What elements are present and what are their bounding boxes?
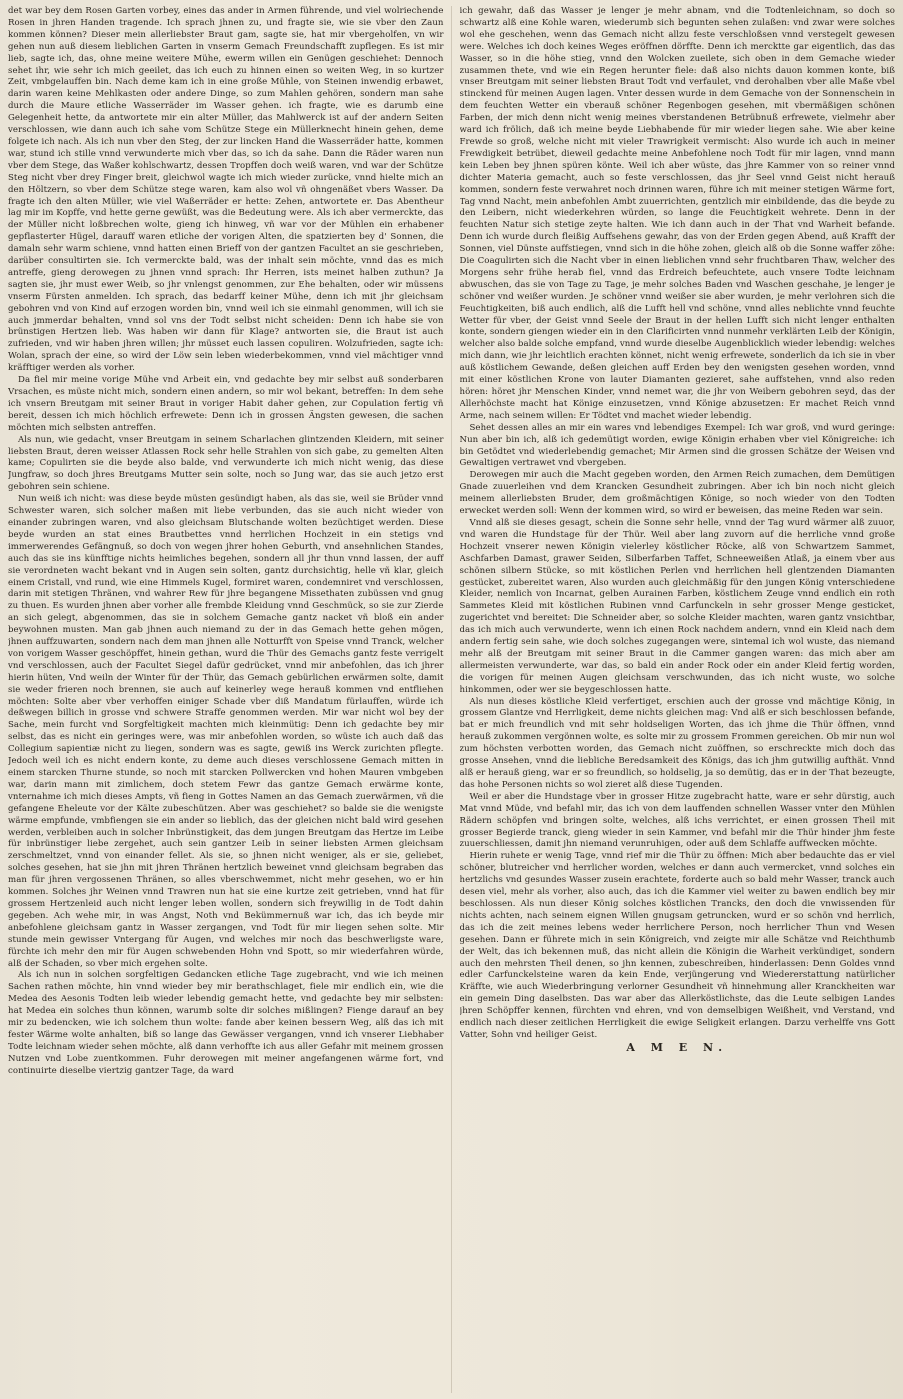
- right-column: [460, 6, 896, 1393]
- left-column: [8, 6, 444, 1393]
- paragraph: Da fiel mir meine vorige Mühe vnd Arbeit ein, vnd gedachte bey mir selbst auß sonderbaren Vrsachen, es müste nicht mich, sondern einen andern, so mir wol bekant, betreffen: In dem sehe ich vnsern Breutgam mit seiner Braut in voriger Habit daher gehen, zur Copulation fertig vñ bereit, dessen ich mich höchlich erfrewete: Denn ich in grossen Ängsten gewesen, die sachen möchten mich selbsten antreffen.: [8, 375, 444, 433]
- column-divider: [451, 6, 452, 1393]
- closing-amen: A M E N.: [626, 1040, 729, 1054]
- paragraph: Als nun dieses köstliche Kleid verfertiget, erschien auch der grosse vnd mächtige König, in grossem Glantze vnd Herrligkeit, deme nichts gleichen mag: Vnd alß er sich beschlossen befande, bat er mich freundlich vnd mit sehr holdseligen Worten, das ich jhme die Thür öffnen, vnnd herauß zukommen vergönnen wolte, es solte mir zu grossem Frommen gereichen. Ob mir nun wol zum höchsten verbotten worden, das Gemach nicht zuöffnen, so erschreckte mich doch das grosse Ansehen, vnnd die liebliche Beredsamkeit des Königs, das ich jhm gutwillig aufthät. Vnnd alß er herauß gieng, war er so freundlich, so holdselig, ja so demütig, das er in der That bezeugte, das hohe Personen nichts so wol zieret alß diese Tugenden.: [459, 696, 895, 790]
- paragraph: det war bey dem Rosen Garten vorbey, eines das ander in Armen führende, und viel wolriechende Rosen in jhren Handen tragende. Ich sprach jhnen zu, und fragte sie, wie sie vber den Zaun kommen können? Dieser mein allerliebster Braut gam, sagte sie, hat mir vbergeholfen, vn wir gehen nun auß diesem lieblichen Garten in vnserm Gemach Freundschafft zupflegen. Es ist mir lieb, sagte ich, das, ohne meine weitere Mühe, ewerm willen ein Genügen geschiehet: Dennoch sehet ihr, wie sehr ich mich geeilet, das ich euch zu hinnen einen so weiten Weg, in so kurtzer Zeit, vmbgelauffen bin. Nach deme kam ich in eine große Mühle, von Steinen inwendig erbawet, darin waren keine Mehlkasten oder andere Dinge, so zum Mahlen gehören, sondern man sahe durch die Maure etliche Wasserräder im Wasser gehen. ich fragte, wie es darumb eine Gelegenheit hette, da antwortete mir ein alter Müller, das Mahlwerck ist auf der andern Seiten verschlossen, wie dann auch ich sahe vom Schütze Stege ein Müllerknecht hinein gehen, deme folgete ich nach. Als ich nun vber den Steg, der zur lincken Hand die Wasserräder hatte, kommen war, stund ich stille vnnd verwunderte mich vber das, so ich da sahe. Dann die Räder waren nun vber dem Stege, das Waßer kohlschwartz, dessen Tropffen doch weiß waren, vnd war der Schütze Steg nicht vber drey Finger breit, gleichwol wagte ich mich wieder zurücke, vnnd hielte mich an den Höltzern, so vber dem Schütze stege waren, kam also wol vñ ohngenäßet vbers Wasser. Da fragte ich den alten Müller, wie viel Waßerräder er hette: Zehen, antwortete er. Das Abentheur lag mir im Kopffe, vnd hette gerne gewüßt, was die Bedeutung were. Als ich aber vermerckte, das der Müller nicht loßbrechen wolte, gieng ich hinweg, vñ war vor der Mühlen ein erhabener gepflasterter Hügel, darauff waren etliche der vorigen Alten, die spatzierten bey d' Sonnen, die damaln sehr warm schiene, vnnd hatten einen Brieff von der gantzen Facultet an sie geschrieben, darüber consultirten sie. Ich vermerckte bald, was der inhalt sein möchte, vnnd das es mich antreffe, gieng derowegen zu jhnen vnnd sprach: Ihr Herren, ists meinet halben zuthun? Ja sagten sie, jhr must ewer Weib, so jhr vnlengst genommen, zur Ehe behalten, oder wir müssens vnserm Fürsten anmelden. Ich sprach, das bedarff keiner Mühe, denn ich mit jhr gleichsam gebohren vnd von Kind auf erzogen worden bin, vnnd weil ich sie einmahl genommen, will ich sie auch jmmerdar behalten, vnnd sol vns der Todt selbst nicht scheiden: Denn ich habe sie von brünstigen Hertzen lieb. Was haben wir dann für Klage? antworten sie, die Braut ist auch zufrieden, vnd wir haben jhren willen; jhr müsset euch lassen copuliren. Wolzufrieden, sagte ich: Wolan, sprach der eine, so wird der Löw sein leben wiederbekommen, vnnd viel mächtiger vnnd kräfftiger werden als vorher.: [8, 6, 444, 374]
- paragraph: Als nun, wie gedacht, vnser Breutgam in seinem Scharlachen glintzenden Kleidern, mit seiner liebsten Braut, deren weisser Atlassen Rock sehr helle Strahlen von sich gabe, zu gemelten Alten kame; Copulirten sie die beyde also balde, vnd verwunderte ich mich nicht wenig, das diese Jungfraw, so doch jhres Breutgams Mutter sein solte, noch so Jung war, das sie auch jetzo erst gebohren sein schiene.: [8, 434, 444, 493]
- paragraph: ich gewahr, daß das Wasser je lenger je mehr abnam, vnd die Todtenleichnam, so doch so schwartz alß eine Kohle waren, wiederumb sich begunten sehen zulaßen: vnd zwar were solches wol ehe geschehen, wenn das Gemach nicht allzu feste verschloßsen vnnd verstegelt gewesen were. Welches ich doch keines Weges eröffnen dörffte. Denn ich mercktte gar eigentlich, das das Wasser, so in die höhe stieg, vnnd den Wolcken zueilete, sich oben in dem Gemache wieder zusammen thete, vnd wie ein Regen herunter fiele: daß also nichts dauon kommen konte, biß vnser Breutgam mit seiner liebsten Braut Todt vnd verfaulet, vnd derohalben vber alle Maße vbel stinckend für meinen Augen lagen. Vnter dessen wurde in dem Gemache von der Sonnenschein in dem feuchten Wetter ein vberauß schöner Regenbogen gesehen, mit vbermäßigen schönen Farben, der mich denn nicht wenig meines vberstandenen Betrübnuß erfrewete, vielmehr aber ward ich frölich, daß ich meine beyde Liebhabende für mir wieder liegen sahe. Wie aber keine Frewde so groß, welche nicht mit vieler Trawrigkeit vermischt: Also wurde ich auch in meiner Frewdigkeit betrübet, dieweil gedachte meine Anbefohlene noch Todt für mir lagen, vnnd mann kein Leben bey jhnen spüren könte. Weil ich aber wüste, das jhre Kammer von so reiner vnnd dichter Materia gemacht, auch so feste verschlossen, das jhr Seel vnnd Geist nicht herauß kommen, sondern feste verwahret noch drinnen waren, führe ich mit meiner stetigen Wärme fort, Tag vnnd Nacht, mein anbefohlen Ambt zuuerrichten, gentzlich mir einbildende, das die beyde zu den Leibern, nicht wiederkehren würden, so lange die Feuchtigkeit wehrete. Denn in der feuchten Natur sich stetige zeyte halten. Wie ich dann auch in der That vnd Warheit befande. Denn ich wurde durch fleißig Auffsehens gewahr, das von der Erden gegen Abend, auß Krafft der Sonnen, viel Dünste auffstiegen, vnnd sich in die höhe zohen, gleich alß ob die Sonne waffer zöhe: Die Coagulirten sich die Nacht vber in einen lieblichen vnnd sehr fruchtbaren Thaw, welcher des Morgens sehr frühe herab fiel, vnnd das Erdreich befeuchtete, auch vnsere Todte leichnam abwuschen, das sie von Tage zu Tage, je mehr solches Baden vnd Waschen geschahe, je lenger je schöner vnd weißer wurden. Je schöner vnnd weißer sie aber wurden, je mehr verlohren sich die Feuchtigkeiten, biß auch endlich, alß die Lufft hell vnd schöne, vnnd alles neblichte vnnd feuchte Wetter für vber, der Geist vnnd Seele der Braut in der hellen Lufft sich nicht lenger enthalten konte, sondern giengen wieder ein in den Clarificirten vnnd nunmehr verklärten Leib der Königin, welcher also balde solche empfand, vnnd wurde dieselbe Augenblicklich wieder lebendig: welches mich dann, wie jhr leichtlich erachten könnet, nicht wenig erfrewete, sonderlich da ich sie in vber auß köstlichem Gewande, deßen gleichen auff Erden bey den wenigsten gesehen worden, vnnd mit einer köstlichen Krone von lauter Diamanten gezieret, sahe auffstehen, vnnd also reden hören: höret jhr Menschen Kinder, vnnd nemet war, die jhr von Weibern gebohren seyd, das der Allerhöchste macht hat Könige einzusetzen, vnnd Könige abzusetzen: Er machet Reich vnnd Arme, nach seinem willen: Er Tödtet vnd machet wieder lebendig.: [459, 6, 895, 421]
- paragraph: Als ich nun in solchen sorgfeltigen Gedancken etliche Tage zugebracht, vnd wie ich meinen Sachen rathen möchte, hin vnnd wieder bey mir berathschlaget, fiele mir endlich ein, wie die Medea des Aesonis Todten leib wieder lebendig gemacht hette, vnd gedachte bey mir selbsten: hat Medea ein solches thun können, warumb solte dir solches mißlingen? Fienge darauf an bey mir zu bedencken, wie ich solchem thun wolte: fande aber keinen bessern Weg, alß das ich mit fester Wärme wolte anhalten, biß so lange das Gewässer vergangen, vnnd ich vnserer Liebhaber Todte leichnam wieder sehen möchte, alß dann verhoffte ich aus aller Gefahr mit meinem grossen Nutzen vnd Lobe zuentkommen. Fuhr derowegen mit meiner angefangenen wärme fort, vnd continuirte dieselbe viertzig gantzer Tage, da ward: [8, 970, 444, 1076]
- paragraph: Derowegen mir auch die Macht gegeben worden, den Armen Reich zumachen, dem Demütigen Gnade zuuerleihen vnd dem Krancken Gesundheit zubringen. Aber ich bin noch nicht gleich meinem allerliebsten Bruder, dem großmächtigen Könige, so noch wieder von den Todten erwecket werden soll: Wenn der kommen wird, so wird er beweisen, das meine Reden war sein.: [459, 470, 895, 517]
- paragraph: Hierin ruhete er wenig Tage, vnnd rief mir die Thür zu öffnen: Mich aber bedauchte das er viel schöner, blutreicher vnd herrlicher worden, welches er dann auch vermercket, vnnd solches ein hertzlichs vnd gesundes Wasser zusein erachtete, forderte auch so bald mehr Wasser, tranck auch desen viel, mehr als vorher, also auch, das ich die Kammer viel weiter zu bawen endlich bey mir beschlossen. Als nun dieser König solches köstlichen Trancks, den doch die vnwissenden für nichts achten, nach seinem eignen Willen gnugsam getruncken, wurd er so schön vnd herrlich, das ich die zeit meines lebens weder herrlichere Person, noch herrlicher Thun vnd Wesen gesehen. Dann er führete mich in sein Königreich, vnd zeigte mir alle Schätze vnd Reichthumb der Welt, das ich bekennen muß, das nicht allein die Königin die Warheit verkündiget, sondern auch den mehrsten Theil denen, so jhn kennen, zubeschreiben, hinderlassen: Denn Goldes vnnd edler Carfunckelsteine waren da kein Ende, verjüngerung vnd Wiedererstattung natürlicher Kräffte, wie auch Wiederbringung verlorner Gesundheit vñ hinnehmung aller Kranckheiten war ein gemein Ding daselbsten. Das war aber das Allerköstlichste, das die Leute selbigen Landes jhren Schöpffer kennen, fürchten vnd ehren, vnd von demselbigen Weißheit, vnd Verstand, vnd endlich nach dieser zeitlichen Herrligkeit die ewige Seligkeit erlangen. Darzu verhelffe vns Gott Vatter, Sohn vnd heiliger Geist.: [459, 851, 895, 1040]
- paragraph: Nun weiß ich nicht: was diese beyde müsten gesündigt haben, als das sie, weil sie Brüder vnnd Schwester waren, sich solcher maßen mit liebe verbunden, das sie auch nicht wieder von einander zubringen waren, vnd also gleichsam Blutschande wolten bezüchtiget werden. Diese beyde wurden an stat eines Brautbettes vnnd herrlichen Hochzeit in ein stetigs vnd immerwerendes Gefängnuß, so doch von wegen jhrer hohen Geburth, vnd ansehnlichen Standes, auch das sie ins künfftige nichts heimliches begehen, sondern all jhr thun vnnd lassen, der auff sie verordneten wacht bekant vnd in Augen sein solten, gantz durchsichtig, helle vñ klar, gleich einem Cristall, vnd rund, wie eine Himmels Kugel, formiret waren, condemniret vnd verschlossen, darin mit stetigen Thränen, vnd wahrer Rew für jhre begangene Missethaten zubüssen vnd gnug zu thuen. Es wurden jhnen aber vorher alle frembde Kleidung vnnd Geschmück, so sie zur Zierde an sich gelegt, abgenommen, das sie in solchem Gemache gantz nacket vñ bloß ein ander beywohnen musten. Man gab jhnen auch niemand zu der in das Gemach hette gehen mögen, jhnen auffzuwarten, sondern nach dem man jhnen alle Notturfft von Speise vnnd Tranck, welcher von vorigem Wasser geschöpffet, hinein gethan, wurd die Thür des Gemachs gantz feste verrigelt vnd verschlossen, auch der Facultet Siegel dafür gedrücket, vnnd mir anbefohlen, das ich jhrer hierin hüten, Vnd weiln der Winter für der Thür, das Gemach gebürlichen erwärmen solte, damit sie weder frieren noch brennen, sie auch auf keinerley wege herauß kommen vnd entfliehen möchten: Solte aber vber verhoffen einiger Schade vber diß Mandatum fürlauffen, würde ich deßwegen billich in grosse vnd schwere Straffe genommen werden. Mir war nicht wol bey der Sache, mein furcht vnd Sorgfeltigkeit machten mich kleinmütig: Denn ich gedachte bey mir selbst, das es nicht ein geringes were, was mir anbefohlen worden, so wüste ich auch daß das Collegium sapientiæ nicht zu liegen, sondern was es sagte, gewiß ins Werck zurichten pflegte. Jedoch weil ich es nicht endern konte, zu deme auch dieses verschlossene Gemach mitten in einem starcken Thurne stunde, so noch mit starcken Pollwercken vnd hohen Mauren vmbgeben war, darin mann mit zimlichem, doch stetem Fewr das gantze Gemach erwärme konte, vnternahme ich mich dieses Ampts, vñ fieng in Gottes Namen an das Gemach zuerwärmen, vñ die gefangene Eheleute vor der Kälte zubeschützen. Aber was geschiehet? so balde sie die wenigste wärme empfunde, vmbfiengen sie ein ander so lieblich, das der gleichen nicht bald wird gesehen werden, verbleiben auch in solcher Inbrünstigkeit, das dem jungen Breutgam das Hertze im Leibe für inbrünstiger liebe zergehet, auch sein gantzer Leib in seiner liebsten Armen gleichsam zerschmeltzet, vnnd von einander fellet. Als sie, so jhnen nicht weniger, als er sie, geliebet, solches gesehen, hat sie jhn mit jhren Thränen hertzlich beweinet vnnd gleichsam begraben das man für jhren vergossenen Thränen, so alles vberschwemmet, nicht mehr gesehen, wo er hin kommen. Solches jhr Weinen vnnd Trawren nun hat sie eine kurtze zeit getrieben, vnnd hat für grossem Hertzenleid auch nicht lenger leben wollen, sondern sich freywillig in de Todt dahin gegeben. Ach wehe mir, in was Angst, Noth vnd Bekümmernuß war ich, das ich beyde mir anbefohlene gleichsam gantz in Wasser zergangen, vnd Todt für mir liegen sehen solte. Mir stunde mein gewisser Vntergang für Augen, vnd welches mir noch das beschwerligste ware, fürchte ich mehr den mir für Augen schwebenden Hohn vnd Spott, so mir wiederfahren würde, alß der Schaden, so vber mich ergehen solte.: [8, 494, 444, 969]
- paragraph: Vnnd alß sie dieses gesagt, schein die Sonne sehr helle, vnnd der Tag wurd wärmer alß zuuor, vnd waren die Hundstage für der Thür. Weil aber lang zuvorn auf die herrliche vnnd große Hochzeit vnserer newen Königin vielerley köstlicher Röcke, alß von Schwartzem Sammet, Aschfarben Damast, grawer Seiden, Silberfarben Taffet, Schneeweißen Atlaß, ja einem vber aus schönen silbern Stücke, so mit köstlichen Perlen vnd herrlichen hell glentzenden Diamanten gestücket, zubereitet waren, Also wurden auch gleichmäßig für den jungen König vnterschiedene Kleider, nemlich von Incarnat, gelben Aurainen Farben, köstlichem Zeuge vnnd endlich ein roth Sammetes Kleid mit köstlichen Rubinen vnnd Carfunckeln in sehr grosser Menge gesticket, zugerichtet vnd bereitet: Die Schneider aber, so solche Kleider machten, waren gantz vnsichtbar, das ich mich auch verwunderte, wenn ich einen Rock nachdem andern, vnnd ein Kleid nach dem andern fertig sein sahe, wie doch solches zugegangen were, sintemal ich wol wuste, das niemand mehr alß der Breutgam mit seiner Braut in die Cammer gangen waren: das mich aber am allermeisten verwunderte, war das, so bald ein ander Rock oder ein ander Kleid fertig worden, die vorigen für meinen Augen gleichsam verschwunden, das ich nicht wuste, wo solche hinkommen, oder wer sie beygeschlossen hatte.: [459, 517, 895, 695]
- paragraph: Sehet dessen alles an mir ein wares vnd lebendiges Exempel: Ich war groß, vnd wurd geringe: Nun aber bin ich, alß ich gedemütigt worden, ewige Königin erhaben vber viel Königreiche: ich bin Getödtet vnd wiederlebendig gemachet; Mir Armen sind die grossen Schätze der Weisen vnd Gewaltigen vertrawet vnd vbergeben.: [459, 422, 895, 469]
- paragraph: Weil er aber die Hundstage vber in grosser Hitze zugebracht hatte, ware er sehr dürstig, auch Mat vnnd Müde, vnd befahl mir, das ich von dem lauffenden schnellen Wasser vnter den Mühlen Rädern schöpfen vnd bringen solte, welches, alß ichs verrichtet, er einen grossen Theil mit grosser Begierde tranck, gieng wieder in sein Kammer, vnd befahl mir die Thür hinder jhm feste zuuerschliessen, damit jhn niemand verunruhigen, oder auß dem Schlaffe auffwecken möchte.: [459, 791, 895, 850]
